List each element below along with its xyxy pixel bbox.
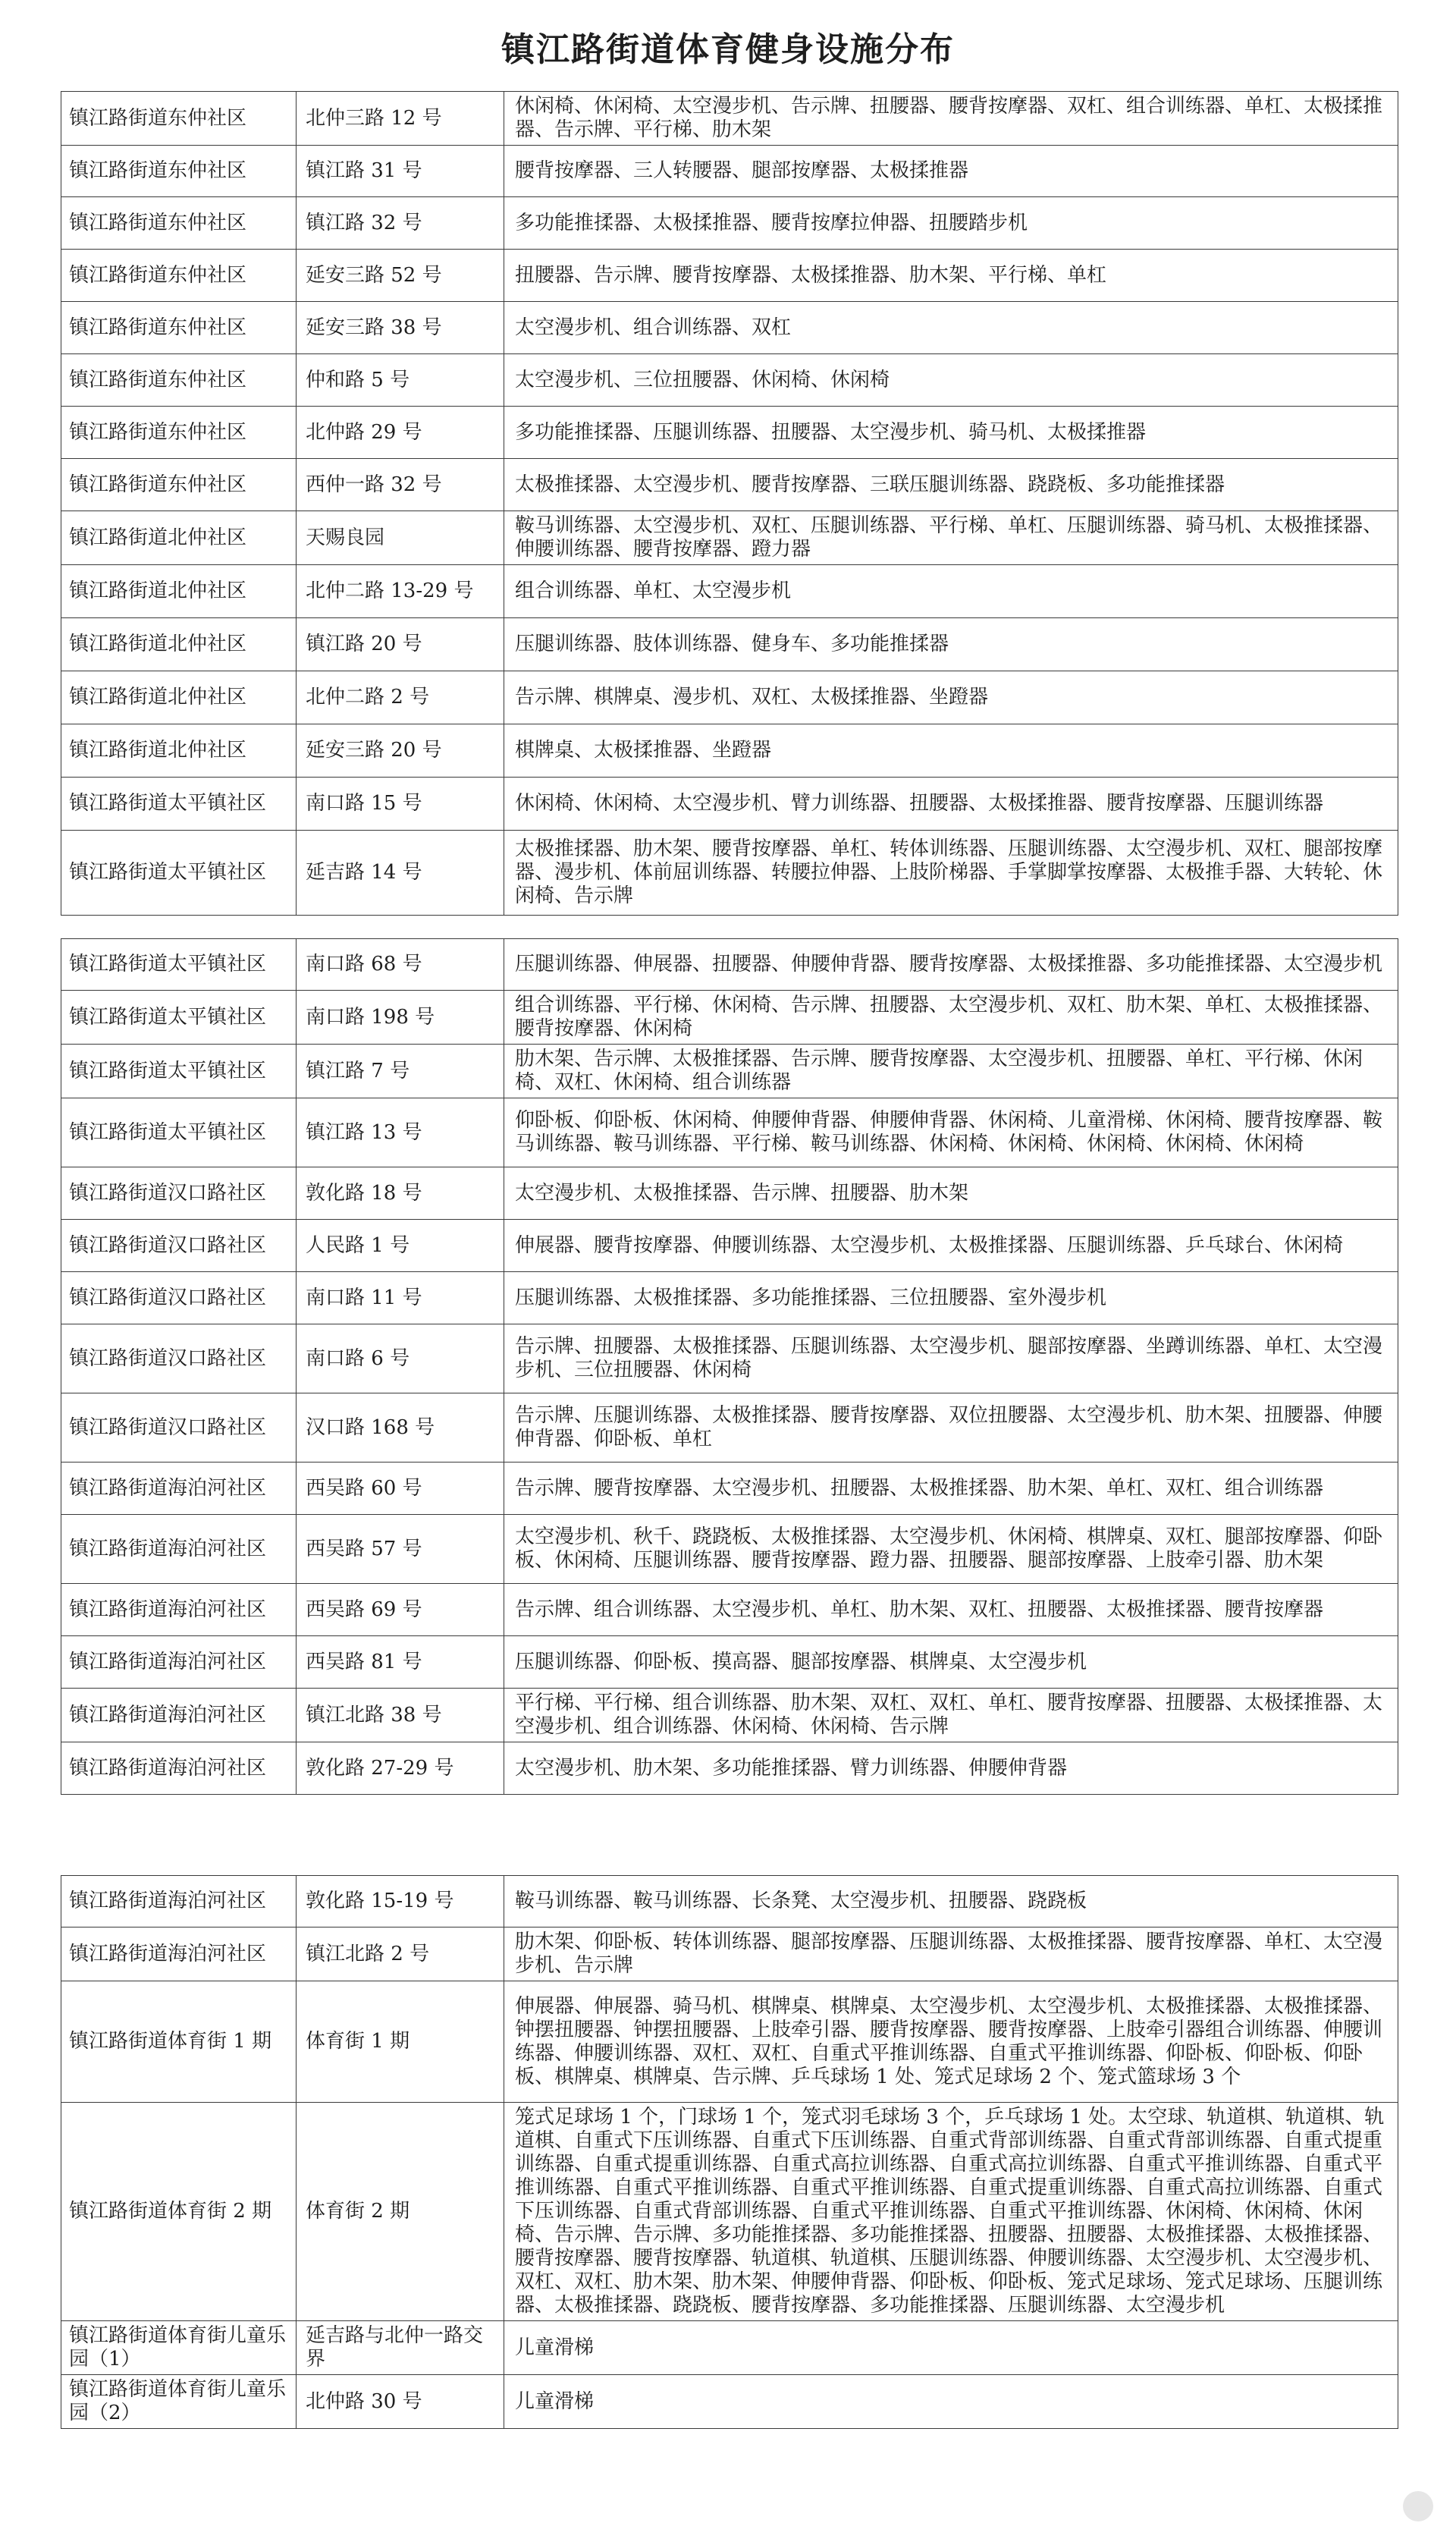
- facilities-cell: 肋木架、告示牌、太极推揉器、告示牌、腰背按摩器、太空漫步机、扭腰器、单杠、平行梯、休闲椅、双杠、休闲椅、组合训练器: [504, 1045, 1398, 1098]
- facilities-cell: 组合训练器、单杠、太空漫步机: [504, 565, 1398, 618]
- community-cell: 镇江路街道北仲社区: [61, 618, 297, 671]
- community-cell: 镇江路街道北仲社区: [61, 511, 297, 565]
- table-row: [61, 354, 1398, 407]
- address-cell: 西吴路 57 号: [297, 1515, 504, 1584]
- table-row: [61, 146, 1398, 197]
- facilities-cell: 太极推揉器、太空漫步机、腰背按摩器、三联压腿训练器、跷跷板、多功能推揉器: [504, 459, 1398, 511]
- community-cell: 镇江路街道汉口路社区: [61, 1167, 297, 1220]
- table-row: [61, 1045, 1398, 1098]
- table-row: [61, 939, 1398, 991]
- facilities-cell: 多功能推揉器、压腿训练器、扭腰器、太空漫步机、骑马机、太极揉推器: [504, 407, 1398, 459]
- table-row: [61, 250, 1398, 302]
- community-cell: 镇江路街道海泊河社区: [61, 1927, 297, 1981]
- table-row: [61, 1636, 1398, 1689]
- facilities-cell: 伸展器、腰背按摩器、伸腰训练器、太空漫步机、太极推揉器、压腿训练器、乒乓球台、休闲椅: [504, 1220, 1398, 1272]
- table-row: [61, 831, 1398, 916]
- address-cell: 镇江北路 38 号: [297, 1689, 504, 1742]
- facilities-cell: 太极推揉器、肋木架、腰背按摩器、单杠、转体训练器、压腿训练器、太空漫步机、双杠、腿部按摩器、漫步机、体前屈训练器、转腰拉伸器、上肢阶梯器、手掌脚掌按摩器、太极推手器、大转轮、休闲椅、告示牌: [504, 831, 1398, 916]
- table-row: [61, 1463, 1398, 1515]
- facilities-cell: 压腿训练器、肢体训练器、健身车、多功能推揉器: [504, 618, 1398, 671]
- facilities-cell: 鞍马训练器、太空漫步机、双杠、压腿训练器、平行梯、单杠、压腿训练器、骑马机、太极推揉器、伸腰训练器、腰背按摩器、蹬力器: [504, 511, 1398, 565]
- community-cell: 镇江路街道海泊河社区: [61, 1742, 297, 1795]
- community-cell: 镇江路街道北仲社区: [61, 671, 297, 724]
- facilities-cell: 太空漫步机、秋千、跷跷板、太极推揉器、太空漫步机、休闲椅、棋牌桌、双杠、腿部按摩器、仰卧板、休闲椅、压腿训练器、腰背按摩器、蹬力器、扭腰器、腿部按摩器、上肢牵引器、肋木架: [504, 1515, 1398, 1584]
- community-cell: 镇江路街道海泊河社区: [61, 1515, 297, 1584]
- facilities-cell: 仰卧板、仰卧板、休闲椅、伸腰伸背器、伸腰伸背器、休闲椅、儿童滑梯、休闲椅、腰背按摩器、鞍马训练器、鞍马训练器、平行梯、鞍马训练器、休闲椅、休闲椅、休闲椅、休闲椅、休闲椅: [504, 1098, 1398, 1167]
- address-cell: 体育街 2 期: [297, 2103, 504, 2321]
- facility-table-section-1: [61, 91, 1398, 916]
- table-row: [61, 407, 1398, 459]
- community-cell: 镇江路街道太平镇社区: [61, 1098, 297, 1167]
- table-row: [61, 1324, 1398, 1393]
- facilities-cell: 压腿训练器、仰卧板、摸高器、腿部按摩器、棋牌桌、太空漫步机: [504, 1636, 1398, 1689]
- table-row: [61, 1167, 1398, 1220]
- address-cell: 镇江路 13 号: [297, 1098, 504, 1167]
- community-cell: 镇江路街道体育街儿童乐园（2）: [61, 2375, 297, 2429]
- community-cell: 镇江路街道体育街儿童乐园（1）: [61, 2321, 297, 2375]
- table-row: [61, 2375, 1398, 2429]
- community-cell: 镇江路街道东仲社区: [61, 92, 297, 146]
- community-cell: 镇江路街道海泊河社区: [61, 1689, 297, 1742]
- community-cell: 镇江路街道太平镇社区: [61, 939, 297, 991]
- address-cell: 南口路 198 号: [297, 991, 504, 1045]
- address-cell: 北仲三路 12 号: [297, 92, 504, 146]
- address-cell: 仲和路 5 号: [297, 354, 504, 407]
- facilities-cell: 伸展器、伸展器、骑马机、棋牌桌、棋牌桌、太空漫步机、太空漫步机、太极推揉器、太极推揉器、钟摆扭腰器、钟摆扭腰器、上肢牵引器、腰背按摩器、腰背按摩器、上肢牵引器组合训练器、伸腰训练器、伸腰训练器、双杠、双杠、自重式平推训练器、自重式平推训练器、仰卧板、仰卧板、仰卧板、棋牌桌、棋牌桌、告示牌、乒乓球场 1 处、笼式足球场 2 个、笼式篮球场 3 个: [504, 1981, 1398, 2103]
- table-row: [61, 1981, 1398, 2103]
- table-row: [61, 671, 1398, 724]
- facilities-cell: 多功能推揉器、太极揉推器、腰背按摩拉伸器、扭腰踏步机: [504, 197, 1398, 250]
- facilities-cell: 太空漫步机、三位扭腰器、休闲椅、休闲椅: [504, 354, 1398, 407]
- table-row: [61, 1393, 1398, 1463]
- facilities-cell: 儿童滑梯: [504, 2375, 1398, 2429]
- facilities-cell: 肋木架、仰卧板、转体训练器、腿部按摩器、压腿训练器、太极推揉器、腰背按摩器、单杠、太空漫步机、告示牌: [504, 1927, 1398, 1981]
- community-cell: 镇江路街道汉口路社区: [61, 1272, 297, 1324]
- address-cell: 延安三路 52 号: [297, 250, 504, 302]
- address-cell: 延安三路 38 号: [297, 302, 504, 354]
- address-cell: 镇江路 20 号: [297, 618, 504, 671]
- community-cell: 镇江路街道北仲社区: [61, 565, 297, 618]
- address-cell: 体育街 1 期: [297, 1981, 504, 2103]
- table-row: [61, 1742, 1398, 1795]
- table-row: [61, 724, 1398, 778]
- facilities-cell: 太空漫步机、组合训练器、双杠: [504, 302, 1398, 354]
- table-row: [61, 1927, 1398, 1981]
- community-cell: 镇江路街道东仲社区: [61, 459, 297, 511]
- community-cell: 镇江路街道汉口路社区: [61, 1324, 297, 1393]
- facilities-cell: 组合训练器、平行梯、休闲椅、告示牌、扭腰器、太空漫步机、双杠、肋木架、单杠、太极推揉器、腰背按摩器、休闲椅: [504, 991, 1398, 1045]
- address-cell: 延吉路与北仲一路交界: [297, 2321, 504, 2375]
- address-cell: 西仲一路 32 号: [297, 459, 504, 511]
- table-row: [61, 1584, 1398, 1636]
- table-row: [61, 1220, 1398, 1272]
- page-title: 镇江路街道体育健身设施分布: [501, 30, 955, 69]
- facilities-cell: 休闲椅、休闲椅、太空漫步机、臂力训练器、扭腰器、太极揉推器、腰背按摩器、压腿训练器: [504, 778, 1398, 831]
- facilities-cell: 告示牌、棋牌桌、漫步机、双杠、太极揉推器、坐蹬器: [504, 671, 1398, 724]
- facilities-cell: 笼式足球场 1 个，门球场 1 个，笼式羽毛球场 3 个，乒乓球场 1 处。太空球、轨道棋、轨道棋、轨道棋、自重式下压训练器、自重式下压训练器、自重式背部训练器、自重式背部训练器、自重式提重训练器、自重式提重训练器、自重式高拉训练器、自重式高拉训练器、自重式平推训练器、自重式平推训练器、自重式平推训练器、自重式平推训练器、自重式提重训练器、自重式高拉训练器、自重式下压训练器、自重式背部训练器、自重式平推训练器、自重式平推训练器、休闲椅、休闲椅、休闲椅、告示牌、告示牌、多功能推揉器、多功能推揉器、扭腰器、扭腰器、太极推揉器、太极推揉器、腰背按摩器、腰背按摩器、轨道棋、轨道棋、压腿训练器、伸腰训练器、太空漫步机、太空漫步机、双杠、双杠、肋木架、肋木架、伸腰伸背器、仰卧板、仰卧板、笼式足球场、笼式足球场、压腿训练器、太极推揉器、跷跷板、腰背按摩器、多功能推揉器、压腿训练器、太空漫步机: [504, 2103, 1398, 2321]
- community-cell: 镇江路街道太平镇社区: [61, 778, 297, 831]
- table-row: [61, 1098, 1398, 1167]
- address-cell: 镇江路 31 号: [297, 146, 504, 197]
- community-cell: 镇江路街道汉口路社区: [61, 1393, 297, 1463]
- address-cell: 延吉路 14 号: [297, 831, 504, 916]
- community-cell: 镇江路街道太平镇社区: [61, 991, 297, 1045]
- facilities-cell: 告示牌、组合训练器、太空漫步机、单杠、肋木架、双杠、扭腰器、太极推揉器、腰背按摩器: [504, 1584, 1398, 1636]
- table-row: [61, 511, 1398, 565]
- community-cell: 镇江路街道汉口路社区: [61, 1220, 297, 1272]
- facilities-cell: 儿童滑梯: [504, 2321, 1398, 2375]
- community-cell: 镇江路街道体育街 1 期: [61, 1981, 297, 2103]
- facilities-cell: 鞍马训练器、鞍马训练器、长条凳、太空漫步机、扭腰器、跷跷板: [504, 1876, 1398, 1927]
- facilities-cell: 告示牌、腰背按摩器、太空漫步机、扭腰器、太极推揉器、肋木架、单杠、双杠、组合训练器: [504, 1463, 1398, 1515]
- address-cell: 南口路 6 号: [297, 1324, 504, 1393]
- facilities-cell: 扭腰器、告示牌、腰背按摩器、太极揉推器、肋木架、平行梯、单杠: [504, 250, 1398, 302]
- facility-table-section-2: [61, 938, 1398, 1795]
- table-row: [61, 778, 1398, 831]
- table-row: [61, 1876, 1398, 1927]
- facilities-cell: 告示牌、压腿训练器、太极推揉器、腰背按摩器、双位扭腰器、太空漫步机、肋木架、扭腰器、伸腰伸背器、仰卧板、单杠: [504, 1393, 1398, 1463]
- address-cell: 延安三路 20 号: [297, 724, 504, 778]
- facilities-cell: 告示牌、扭腰器、太极推揉器、压腿训练器、太空漫步机、腿部按摩器、坐蹲训练器、单杠、太空漫步机、三位扭腰器、休闲椅: [504, 1324, 1398, 1393]
- facilities-cell: 压腿训练器、太极推揉器、多功能推揉器、三位扭腰器、室外漫步机: [504, 1272, 1398, 1324]
- facilities-cell: 休闲椅、休闲椅、太空漫步机、告示牌、扭腰器、腰背按摩器、双杠、组合训练器、单杠、太极揉推器、告示牌、平行梯、肋木架: [504, 92, 1398, 146]
- table-row: [61, 565, 1398, 618]
- facility-table-section-3: [61, 1875, 1398, 2429]
- facilities-cell: 平行梯、平行梯、组合训练器、肋木架、双杠、双杠、单杠、腰背按摩器、扭腰器、太极揉推器、太空漫步机、组合训练器、休闲椅、休闲椅、告示牌: [504, 1689, 1398, 1742]
- community-cell: 镇江路街道东仲社区: [61, 197, 297, 250]
- address-cell: 南口路 68 号: [297, 939, 504, 991]
- community-cell: 镇江路街道东仲社区: [61, 407, 297, 459]
- address-cell: 南口路 11 号: [297, 1272, 504, 1324]
- table-row: [61, 2103, 1398, 2321]
- address-cell: 南口路 15 号: [297, 778, 504, 831]
- facilities-cell: 太空漫步机、太极推揉器、告示牌、扭腰器、肋木架: [504, 1167, 1398, 1220]
- table-row: [61, 1689, 1398, 1742]
- address-cell: 敦化路 27-29 号: [297, 1742, 504, 1795]
- table-row: [61, 991, 1398, 1045]
- table-row: [61, 1515, 1398, 1584]
- community-cell: 镇江路街道东仲社区: [61, 146, 297, 197]
- facilities-cell: 压腿训练器、伸展器、扭腰器、伸腰伸背器、腰背按摩器、太极揉推器、多功能推揉器、太空漫步机: [504, 939, 1398, 991]
- address-cell: 镇江路 32 号: [297, 197, 504, 250]
- address-cell: 镇江北路 2 号: [297, 1927, 504, 1981]
- address-cell: 北仲二路 2 号: [297, 671, 504, 724]
- facilities-cell: 太空漫步机、肋木架、多功能推揉器、臂力训练器、伸腰伸背器: [504, 1742, 1398, 1795]
- table-row: [61, 1272, 1398, 1324]
- table-row: [61, 302, 1398, 354]
- facilities-cell: 棋牌桌、太极揉推器、坐蹬器: [504, 724, 1398, 778]
- watermark-logo-icon: [1403, 2491, 1433, 2521]
- address-cell: 天赐良园: [297, 511, 504, 565]
- address-cell: 北仲路 29 号: [297, 407, 504, 459]
- facilities-cell: 腰背按摩器、三人转腰器、腿部按摩器、太极揉推器: [504, 146, 1398, 197]
- table-row: [61, 2321, 1398, 2375]
- community-cell: 镇江路街道东仲社区: [61, 302, 297, 354]
- address-cell: 西吴路 81 号: [297, 1636, 504, 1689]
- community-cell: 镇江路街道太平镇社区: [61, 1045, 297, 1098]
- community-cell: 镇江路街道海泊河社区: [61, 1636, 297, 1689]
- address-cell: 西吴路 69 号: [297, 1584, 504, 1636]
- table-row: [61, 92, 1398, 146]
- community-cell: 镇江路街道海泊河社区: [61, 1463, 297, 1515]
- address-cell: 北仲二路 13-29 号: [297, 565, 504, 618]
- address-cell: 人民路 1 号: [297, 1220, 504, 1272]
- address-cell: 北仲路 30 号: [297, 2375, 504, 2429]
- address-cell: 西吴路 60 号: [297, 1463, 504, 1515]
- table-row: [61, 459, 1398, 511]
- community-cell: 镇江路街道东仲社区: [61, 250, 297, 302]
- address-cell: 镇江路 7 号: [297, 1045, 504, 1098]
- address-cell: 汉口路 168 号: [297, 1393, 504, 1463]
- address-cell: 敦化路 15-19 号: [297, 1876, 504, 1927]
- community-cell: 镇江路街道体育街 2 期: [61, 2103, 297, 2321]
- table-row: [61, 197, 1398, 250]
- community-cell: 镇江路街道海泊河社区: [61, 1584, 297, 1636]
- community-cell: 镇江路街道东仲社区: [61, 354, 297, 407]
- table-row: [61, 618, 1398, 671]
- community-cell: 镇江路街道太平镇社区: [61, 831, 297, 916]
- community-cell: 镇江路街道北仲社区: [61, 724, 297, 778]
- community-cell: 镇江路街道海泊河社区: [61, 1876, 297, 1927]
- address-cell: 敦化路 18 号: [297, 1167, 504, 1220]
